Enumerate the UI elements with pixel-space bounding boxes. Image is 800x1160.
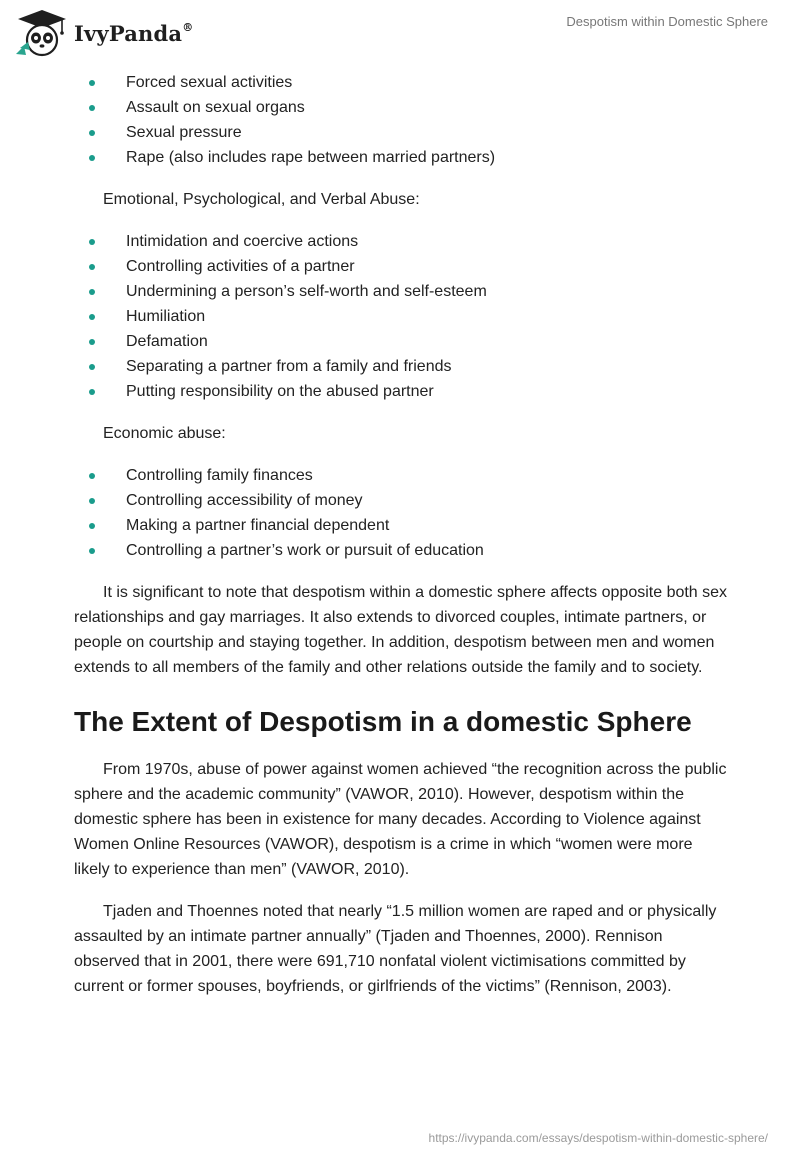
list-item: Sexual pressure (74, 120, 730, 145)
bullet-icon (89, 548, 95, 554)
panda-logo-icon (14, 8, 70, 58)
brand-name: IvyPanda® (74, 20, 194, 46)
bullet-icon (89, 523, 95, 529)
bullet-icon (89, 80, 95, 86)
ivypanda-logo[interactable] (14, 8, 193, 58)
list-item: Assault on sexual organs (74, 95, 730, 120)
list-item: Putting responsibility on the abused partner (74, 379, 730, 404)
list-item: Humiliation (74, 304, 730, 329)
list-item: Rape (also includes rape between married partners) (74, 145, 730, 170)
bullet-icon (89, 289, 95, 295)
bullet-icon (89, 339, 95, 345)
bullet-icon (89, 264, 95, 270)
bullet-icon (89, 389, 95, 395)
paragraph-statistics: Tjaden and Thoennes noted that nearly “1.5 million women are raped and or physically assaulted by an intimate partner annually” (Tjaden and Thoennes, 2000). Rennison observed that in 2001, there were 691,710 nonfatal violent victimisations committed by current or former spouses, boyfriends, or girlfriends of the victims” (Rennison, 2003). (74, 903, 717, 995)
source-url[interactable]: https://ivypanda.com/essays/despotism-within-domestic-sphere/ (428, 1131, 768, 1145)
bullet-icon (89, 105, 95, 111)
list-item: Separating a partner from a family and friends (74, 354, 730, 379)
document-title: Despotism within Domestic Sphere (566, 14, 768, 29)
economic-abuse-label: Economic abuse: (103, 425, 226, 442)
bullet-icon (89, 473, 95, 479)
bullet-icon (89, 498, 95, 504)
bullet-icon (89, 364, 95, 370)
bullet-icon (89, 130, 95, 136)
essay-content (74, 70, 730, 999)
emotional-abuse-label: Emotional, Psychological, and Verbal Abuse: (103, 191, 420, 208)
list-item: Defamation (74, 329, 730, 354)
bullet-icon (89, 239, 95, 245)
list-item: Undermining a person’s self-worth and self-esteem (74, 279, 730, 304)
list-item: Controlling a partner’s work or pursuit of education (74, 538, 730, 563)
list-item: Controlling accessibility of money (74, 488, 730, 513)
paragraph-history: From 1970s, abuse of power against women achieved “the recognition across the public sphere and the academic community” (VAWOR, 2010). However, despotism within the domestic sphere has been in existence for many decades. According to Violence against Women Online Resources (VAWOR), despotism is a crime in which “women were more likely to experience than men” (VAWOR, 2010). (74, 761, 727, 878)
list-item: Making a partner financial dependent (74, 513, 730, 538)
list-item: Forced sexual activities (74, 70, 730, 95)
bullet-icon (89, 155, 95, 161)
sexual-abuse-list (74, 70, 730, 170)
paragraph-scope: It is significant to note that despotism within a domestic sphere affects opposite both sex relationships and gay marriages. It also extends to divorced couples, intimate partners, or people on courtship and staying together. In addition, despotism between men and women extends to all members of the family and other relations outside the family and to society. (74, 584, 728, 676)
list-item: Controlling activities of a partner (74, 254, 730, 279)
economic-abuse-list (74, 463, 730, 563)
emotional-abuse-list (74, 229, 730, 404)
section-heading: The Extent of Despotism in a domestic Sphere (74, 706, 692, 737)
page-header (0, 0, 800, 66)
list-item: Controlling family finances (74, 463, 730, 488)
bullet-icon (89, 314, 95, 320)
list-item: Intimidation and coercive actions (74, 229, 730, 254)
